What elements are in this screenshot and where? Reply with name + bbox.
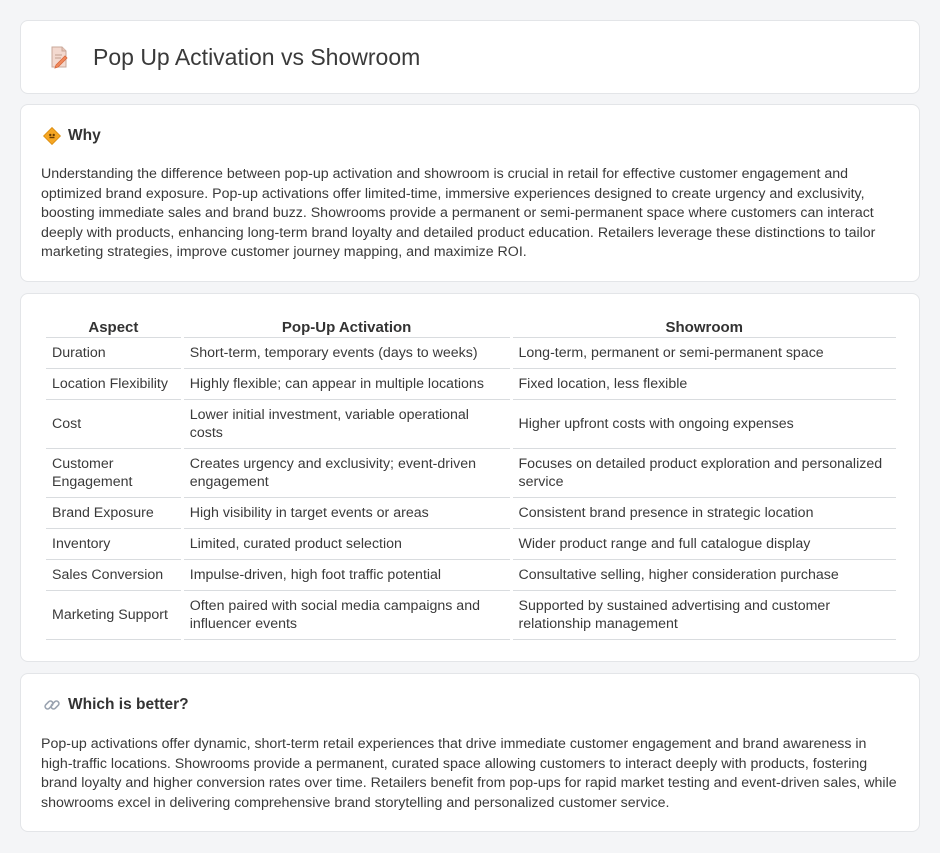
table-row bbox=[46, 498, 896, 529]
which-is-better-section bbox=[20, 673, 920, 832]
table-cell: Wider product range and full catalogue display bbox=[513, 529, 896, 560]
table-cell: Higher upfront costs with ongoing expenses bbox=[513, 400, 896, 449]
link-icon bbox=[43, 696, 61, 714]
document-pen-icon bbox=[47, 45, 71, 69]
table-cell: Duration bbox=[46, 338, 181, 369]
table-cell: Customer Engagement bbox=[46, 449, 181, 498]
table-cell: Brand Exposure bbox=[46, 498, 181, 529]
column-header-showroom: Showroom bbox=[513, 316, 896, 338]
table-row bbox=[46, 400, 896, 449]
table-cell: Often paired with social media campaigns and influencer events bbox=[184, 591, 510, 640]
table-cell: Lower initial investment, variable operational costs bbox=[184, 400, 510, 449]
table-cell: Fixed location, less flexible bbox=[513, 369, 896, 400]
table-cell: Impulse-driven, high foot traffic potential bbox=[184, 560, 510, 591]
comparison-table bbox=[43, 316, 899, 640]
why-title: Why bbox=[68, 127, 101, 144]
table-cell: Supported by sustained advertising and customer relationship management bbox=[513, 591, 896, 640]
column-header-popup: Pop-Up Activation bbox=[184, 316, 510, 338]
diamond-sign-icon bbox=[43, 127, 61, 145]
page-title: Pop Up Activation vs Showroom bbox=[93, 43, 421, 70]
why-section bbox=[20, 104, 920, 282]
table-cell: High visibility in target events or areas bbox=[184, 498, 510, 529]
table-row bbox=[46, 338, 896, 369]
better-title: Which is better? bbox=[68, 696, 189, 713]
table-cell: Creates urgency and exclusivity; event-driven engagement bbox=[184, 449, 510, 498]
table-cell: Inventory bbox=[46, 529, 181, 560]
table-cell: Consultative selling, higher consideration purchase bbox=[513, 560, 896, 591]
table-cell: Location Flexibility bbox=[46, 369, 181, 400]
table-row bbox=[46, 529, 896, 560]
table-row bbox=[46, 449, 896, 498]
table-cell: Limited, curated product selection bbox=[184, 529, 510, 560]
table-cell: Sales Conversion bbox=[46, 560, 181, 591]
header-card bbox=[20, 20, 920, 94]
table-row bbox=[46, 591, 896, 640]
table-cell: Short-term, temporary events (days to weeks) bbox=[184, 338, 510, 369]
why-text: Understanding the difference between pop-up activation and showroom is crucial in retail for effective customer engagement and optimized brand exposure. Pop-up activations offer limited-time, immersive experiences designed to create urgency and exclusivity, boosting immediate sales and brand buzz. Showrooms provide a permanent or semi-permanent space where customers can interact deeply with products, enhancing long-term brand loyalty and detailed product education. Retailers leverage these distinctions to tailor marketing strategies, improve customer journey mapping, and maximize ROI. bbox=[41, 166, 876, 261]
table-cell: Focuses on detailed product exploration and personalized service bbox=[513, 449, 896, 498]
table-cell: Long-term, permanent or semi-permanent space bbox=[513, 338, 896, 369]
comparison-table-card bbox=[20, 293, 920, 662]
column-header-aspect: Aspect bbox=[46, 316, 181, 338]
table-header-row bbox=[46, 316, 896, 338]
table-cell: Consistent brand presence in strategic location bbox=[513, 498, 896, 529]
better-text: Pop-up activations offer dynamic, short-term retail experiences that drive immediate customer engagement and brand awareness in high-traffic locations. Showrooms provide a permanent, curated space allowing customers to interact deeply with products, fostering brand loyalty and higher conversion rates over time. Retailers benefit from pop-ups for rapid market testing and event-driven sales, while showrooms excel in delivering comprehensive brand storytelling and personalized customer service. bbox=[41, 736, 897, 811]
table-cell: Cost bbox=[46, 400, 181, 449]
table-row bbox=[46, 560, 896, 591]
table-cell: Highly flexible; can appear in multiple locations bbox=[184, 369, 510, 400]
table-row bbox=[46, 369, 896, 400]
table-cell: Marketing Support bbox=[46, 591, 181, 640]
